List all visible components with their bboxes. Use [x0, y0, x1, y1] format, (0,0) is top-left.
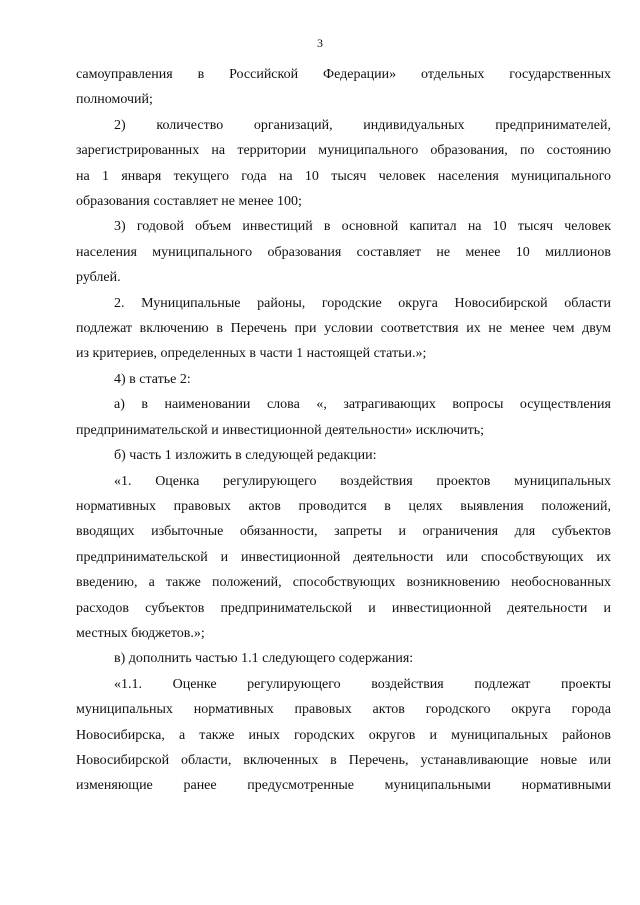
text-line: «1. Оценка регулирующего воздействия проектов муниципальных [114, 473, 611, 489]
text-line: 2) количество организаций, индивидуальных предпринимателей, [114, 117, 611, 133]
paragraph [76, 62, 611, 113]
text-line: Новосибирска, а также иных городских округов и муниципальных районов [76, 727, 611, 743]
text-line: 2. Муниципальные районы, городские округа Новосибирской области [114, 295, 611, 311]
text-line: на 1 января текущего года на 10 тысяч человек населения муниципального [76, 168, 611, 184]
paragraph [76, 392, 611, 443]
text-line: самоуправления в Российской Федерации» отдельных государственных [76, 67, 611, 82]
text-line: местных бюджетов.»; [76, 625, 205, 641]
text-line: полномочий; [76, 92, 153, 108]
text-line: нормативных правовых актов проводится в целях выявления положений, [76, 498, 611, 514]
text-line: подлежат включению в Перечень при условии соответствия их не менее чем двум [76, 321, 611, 337]
text-line: 3) годовой объем инвестиций в основной капитал на 10 тысяч человек [114, 219, 611, 235]
paragraph [76, 113, 611, 215]
document-body [76, 62, 611, 799]
text-line: в) дополнить частью 1.1 следующего содержания: [114, 651, 414, 667]
paragraph [76, 214, 611, 290]
paragraph [76, 469, 611, 647]
text-line: вводящих избыточные обязанности, запреты и ограничения для субъектов [76, 524, 611, 540]
text-line: введению, а также положений, способствующих возникновению необоснованных [76, 575, 611, 591]
text-line: рублей. [76, 270, 121, 286]
text-line: Новосибирской области, включенных в Перечень, устанавливающие новые или [76, 752, 611, 768]
text-line: «1.1. Оценке регулирующего воздействия подлежат проекты [114, 676, 611, 692]
text-line: зарегистрированных на территории муниципального образования, по состоянию [76, 143, 611, 159]
text-line: населения муниципального образования составляет не менее 10 миллионов [76, 244, 611, 260]
text-line: 4) в статье 2: [114, 371, 191, 387]
paragraph [76, 443, 611, 468]
text-line: предпринимательской и инвестиционной деятельности» исключить; [76, 422, 485, 438]
text-line: б) часть 1 изложить в следующей редакции: [114, 448, 377, 464]
text-line: предпринимательской и инвестиционной деятельности или способствующих их [76, 549, 611, 565]
text-line: муниципальных нормативных правовых актов городского округа города [76, 702, 611, 718]
page-number: 3 [317, 36, 323, 50]
text-line: из критериев, определенных в части 1 настоящей статьи.»; [76, 346, 427, 362]
paragraph [76, 672, 611, 799]
paragraph [76, 291, 611, 367]
text-line: образования составляет не менее 100; [76, 194, 302, 210]
text-line: а) в наименовании слова «, затрагивающих вопросы осуществления [114, 397, 611, 413]
paragraph [76, 367, 611, 392]
text-line: изменяющие ранее предусмотренные муниципальными нормативными [76, 778, 611, 794]
text-line: расходов субъектов предпринимательской и инвестиционной деятельности и [76, 600, 611, 616]
paragraph [76, 646, 611, 671]
